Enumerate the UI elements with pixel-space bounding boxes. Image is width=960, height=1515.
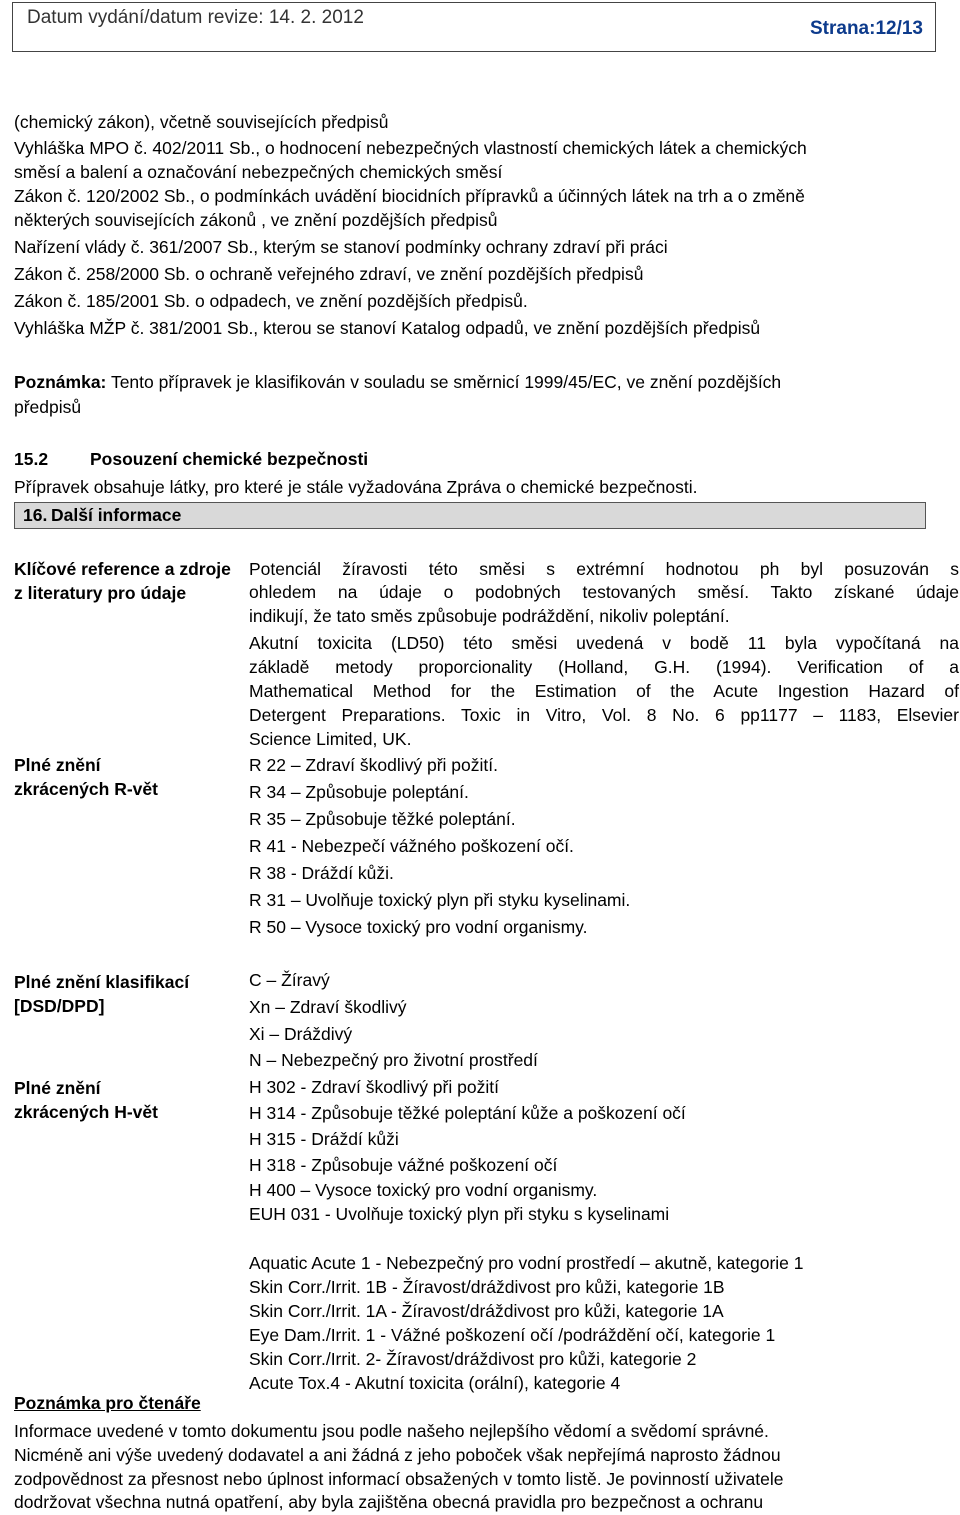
r-phrase: R 38 - Dráždí kůži. <box>249 863 394 883</box>
r-phrase: R 31 – Uvolňuje toxický plyn při styku kyselinami. <box>249 890 631 910</box>
reader-note-line: zodpovědnost za přesnost nebo úplnost informací obsažených v tomto listě. Je povinností uživatele <box>14 1469 784 1489</box>
legislation-line: Zákon č. 258/2000 Sb. o ochraně veřejného zdraví, ve znění pozdějších předpisů <box>14 264 644 284</box>
reader-note-line: Nicméně ani výše uvedený dodavatel a ani žádná z jeho poboček však nepřejímá naprosto žádnou <box>14 1445 781 1465</box>
h-phrase: EUH 031 - Uvolňuje toxický plyn při styku s kyselinami <box>249 1204 670 1224</box>
legislation-line: (chemický zákon), včetně souvisejících předpisů <box>14 112 389 132</box>
references-para2-line: Detergent Preparations. Toxic in Vitro, Vol. 8 No. 6 pp1177 – 1183, Elsevier <box>249 705 959 725</box>
clp-class: Eye Dam./Irrit. 1 - Vážné poškození očí /podráždění očí, kategorie 1 <box>249 1325 776 1345</box>
revision-date: Datum vydání/datum revize: 14. 2. 2012 <box>27 7 364 28</box>
r-phrase: R 41 - Nebezpečí vážného poškození očí. <box>249 836 574 856</box>
classifications-label: Plné znění klasifikací [DSD/DPD] <box>14 972 190 1016</box>
legislation-line: Zákon č. 185/2001 Sb. o odpadech, ve znění pozdějších předpisů. <box>14 291 528 311</box>
legislation-line: směsí a balení a označování nebezpečných chemických směsí <box>14 162 503 182</box>
page-header <box>12 2 936 52</box>
clp-class: Acute Tox.4 - Akutní toxicita (orální), kategorie 4 <box>249 1373 621 1393</box>
h-phrases-label: Plné znění zkrácených H-vět <box>14 1078 158 1122</box>
classification: C – Žíravý <box>249 970 330 990</box>
clp-class: Skin Corr./Irrit. 1B - Žíravost/dráždivost pro kůži, kategorie 1B <box>249 1277 725 1297</box>
references-para2-line: Science Limited, UK. <box>249 729 412 749</box>
legislation-line: některých souvisejících zákonů , ve znění pozdějších předpisů <box>14 210 498 230</box>
section-16-number: 16. <box>23 505 48 525</box>
legislation-line: Nařízení vlády č. 361/2007 Sb., kterým se stanoví podmínky ochrany zdraví při práci <box>14 237 668 257</box>
classification: Xn – Zdraví škodlivý <box>249 997 407 1017</box>
r-phrases-label: Plné znění zkrácených R-vět <box>14 755 158 799</box>
references-para2-line: Akutní toxicita (LD50) této směsi uvedená v bodě 11 byla vypočítaná na <box>249 633 959 653</box>
section-15-2-text: Přípravek obsahuje látky, pro které je stále vyžadována Zpráva o chemické bezpečnosti. <box>14 477 698 497</box>
references-para1-line: ohledem na údaje o podobných testovaných směsí. Takto získané údaje <box>249 582 959 602</box>
r-phrase: R 22 – Zdraví škodlivý při požití. <box>249 755 498 775</box>
note-label: Poznámka: <box>14 372 107 392</box>
section-16-heading <box>14 502 926 529</box>
classification: N – Nebezpečný pro životní prostředí <box>249 1050 538 1070</box>
h-phrase: H 315 - Dráždí kůži <box>249 1129 399 1149</box>
clp-class: Skin Corr./Irrit. 1A - Žíravost/dráždivost pro kůži, kategorie 1A <box>249 1301 724 1321</box>
note-text: Tento přípravek je klasifikován v souladu se směrnicí 1999/45/EC, ve znění pozdějších <box>110 372 782 392</box>
note-line-2: předpisů <box>14 397 82 417</box>
section-15-2-title: Posouzení chemické bezpečnosti <box>90 449 369 469</box>
references-para2-line: základě metody proporcionality (Holland, G.H. (1994). Verification of a <box>249 657 959 677</box>
clp-class: Aquatic Acute 1 - Nebezpečný pro vodní prostředí – akutně, kategorie 1 <box>249 1253 804 1273</box>
legislation-line: Zákon č. 120/2002 Sb., o podmínkách uvádění biocidních přípravků a účinných látek na trh a o změně <box>14 186 805 206</box>
note-line <box>14 372 781 393</box>
page-number: Strana:12/13 <box>809 18 923 39</box>
r-phrase: R 34 – Způsobuje poleptání. <box>249 782 469 802</box>
clp-class: Skin Corr./Irrit. 2- Žíravost/dráždivost pro kůži, kategorie 2 <box>249 1349 697 1369</box>
references-label: Klíčové reference a zdroje z literatury pro údaje <box>14 559 231 603</box>
r-phrase: R 50 – Vysoce toxický pro vodní organismy. <box>249 917 588 937</box>
legislation-line: Vyhláška MŽP č. 381/2001 Sb., kterou se stanoví Katalog odpadů, ve znění pozdějších předpisů <box>14 318 761 338</box>
section-15-2-number: 15.2 <box>14 449 49 469</box>
references-para2-line: Mathematical Method for the Estimation of the Acute Ingestion Hazard of <box>249 681 959 701</box>
references-para1-line: Potenciál žíravosti této směsi s extrémní hodnotou ph byl posuzován s <box>249 559 959 579</box>
classification: Xi – Dráždivý <box>249 1024 353 1044</box>
reader-note-line: Informace uvedené v tomto dokumentu jsou podle našeho nejlepšího vědomí a svědomí správné. <box>14 1421 769 1441</box>
legislation-line: Vyhláška MPO č. 402/2011 Sb., o hodnocení nebezpečných vlastností chemických látek a chemických <box>14 138 807 158</box>
h-phrase: H 318 - Způsobuje vážné poškození očí <box>249 1155 558 1175</box>
references-para1-line: indikují, že tato směs způsobuje podráždění, nikoliv poleptání. <box>249 606 730 626</box>
r-phrase: R 35 – Způsobuje těžké poleptání. <box>249 809 516 829</box>
reader-note-title: Poznámka pro čtenáře <box>14 1393 201 1413</box>
section-16-title: Další informace <box>51 505 182 525</box>
reader-note-line: dodržovat všechna nutná opatření, aby byla zajištěna obecná pravidla pro bezpečnost a ochranu <box>14 1492 764 1512</box>
h-phrase: H 400 – Vysoce toxický pro vodní organismy. <box>249 1180 598 1200</box>
h-phrase: H 314 - Způsobuje těžké poleptání kůže a poškození očí <box>249 1103 686 1123</box>
h-phrase: H 302 - Zdraví škodlivý při požití <box>249 1077 499 1097</box>
